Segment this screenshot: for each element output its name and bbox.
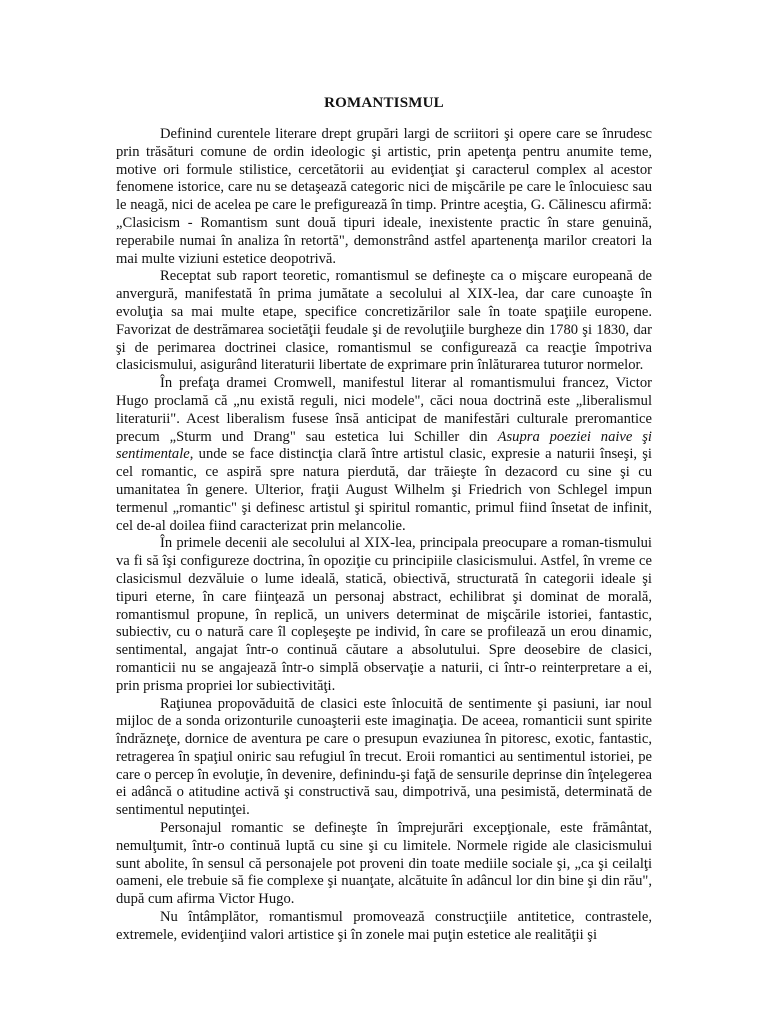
paragraph-6	[116, 820, 652, 909]
paragraph-4	[116, 535, 652, 695]
paragraph-text: Definind curentele literare drept grupări largi de scriitori şi opere care se înrudesc prin trăsături comune de ordin ideologic şi artistic, prin apetenţa pentru anumite teme, motive ori formule stilistice, cercetătorii au evidenţiat şi caracterul complex al acestor fenomene istorice, care nu se detaşează categoric nici de mişcările pe care le înlocuiesc sau le neagă, nici de acelea pe care le prefigurează în timp. Printre aceştia, G. Călinescu afirmă: „Clasicism - Romantism sunt două tipuri ideale, inexistente practic în stare genuină, reperabile numai în analiza în retortă", demonstrând astfel apartenenţa marilor creatori la mai multe viziuni estetice deopotrivă.	[116, 126, 652, 267]
paragraph-3	[116, 375, 652, 535]
paragraph-text: Nu întâmplător, romantismul promovează construcţiile antitetice, contrastele, extremele, evidenţiind valori artistice şi în zonele mai puţin estetice ale realităţii şi	[116, 909, 652, 943]
paragraph-text: În prefaţa dramei Cromwell, manifestul literar al romantismului francez, Victor Hugo proclamă că „nu există reguli, nici modele", căci noua doctrină este „liberalismul literaturii". Acest liberalism fusese însă anticipat de manifestări culturale preromantice precum „Sturm und Drang" sau estetica lui Schiller din	[116, 375, 652, 445]
document-title: ROMANTISMUL	[324, 95, 444, 111]
paragraph-text: În primele decenii ale secolului al XIX-lea, principala preocupare a roman-tismului va fi să îşi configureze doctrina, în opoziţie cu principiile clasicismului. Astfel, în vreme ce clasicismul dezvăluie o lume ideală, statică, obiectivă, structurată în categorii ideale şi tipuri eterne, în care fiinţează un personaj abstract, echilibrat şi dominat de morală, romantismul propune, în replică, un univers determinat de mişcările istoriei, fantastic, subiectiv, cu o natură care îl copleşeşte pe individ, în care se profilează un erou dinamic, sentimental, angajat într-o continuă căutare a absolutului. Spre deosebire de clasici, romanticii nu se angajează într-o simplă observaţie a naturii, ci într-o reinterpretare a ei, prin prisma propriei lor subiectivităţi.	[116, 535, 652, 694]
paragraph-text: , unde se face distincţia clară între artistul clasic, expresie a naturii înseşi, şi cel romantic, ce aspiră spre natura pierdută, dar trăieşte în dezacord cu sine şi cu umanitatea în genere. Ulterior, fraţii August Wilhelm şi Friedrich von Schlegel impun termenul „romantic" şi definesc artistul şi spiritul romantic, primul fiind însetat de infinit, cel de-al doilea fiind caracterizat prin melancolie.	[116, 446, 652, 534]
paragraph-text: Personajul romantic se defineşte în împrejurări excepţionale, este frământat, nemulţumit, într-o continuă luptă cu sine şi cu limitele. Normele rigide ale clasicismului sunt abolite, în sensul că personajele pot proveni din toate mediile sociale şi, „ca şi ceilalţi oameni, ele trebuie să fie complexe şi nuanţate, alcătuite în adâncul lor din bine şi din rău", după cum afirma Victor Hugo.	[116, 820, 652, 908]
book-title-italic: Asupra poeziei naive şi sentimentale	[116, 428, 652, 463]
paragraph-1	[116, 126, 652, 268]
paragraph-text: Raţiunea propovăduită de clasici este înlocuită de sentimente şi pasiuni, iar noul mijloc de a sonda orizonturile cunoaşterii este imaginaţia. De aceea, romanticii sunt spirite îndrăzneţe, dornice de aventura pe care o presupun evaziunea în pitoresc, exotic, fantastic, retragerea în spaţiul oniric sau refugiul în trecut. Eroii romantici au sentimentul istoriei, pe care o percep în evoluţie, în devenire, definindu-şi faţă de sensurile deprinse din înţelegerea ei adâncă o atitudine activă şi constructivă sau, dimpotrivă, una pesimistă, determinată de sentimentul neputinţei.	[116, 695, 652, 819]
paragraph-5	[116, 696, 652, 821]
paragraph-text: Receptat sub raport teoretic, romantismul se defineşte ca o mişcare europeană de anvergură, manifestată în prima jumătate a secolului al XIX-lea, dar care cunoaşte în evoluţia sa mai multe etape, specifice concretizărilor sale în toate spaţiile europene. Favorizat de destrămarea societăţii feudale şi de revoluţiile burgheze din 1780 şi 1830, dar şi de perimarea doctrinei clasice, romantismul se configurează ca reacţie împotriva clasicismului, asigurând literaturii libertate de exprimare prin înlăturarea tuturor normelor.	[116, 268, 652, 374]
paragraph-7	[116, 909, 652, 945]
paragraph-2	[116, 268, 652, 375]
